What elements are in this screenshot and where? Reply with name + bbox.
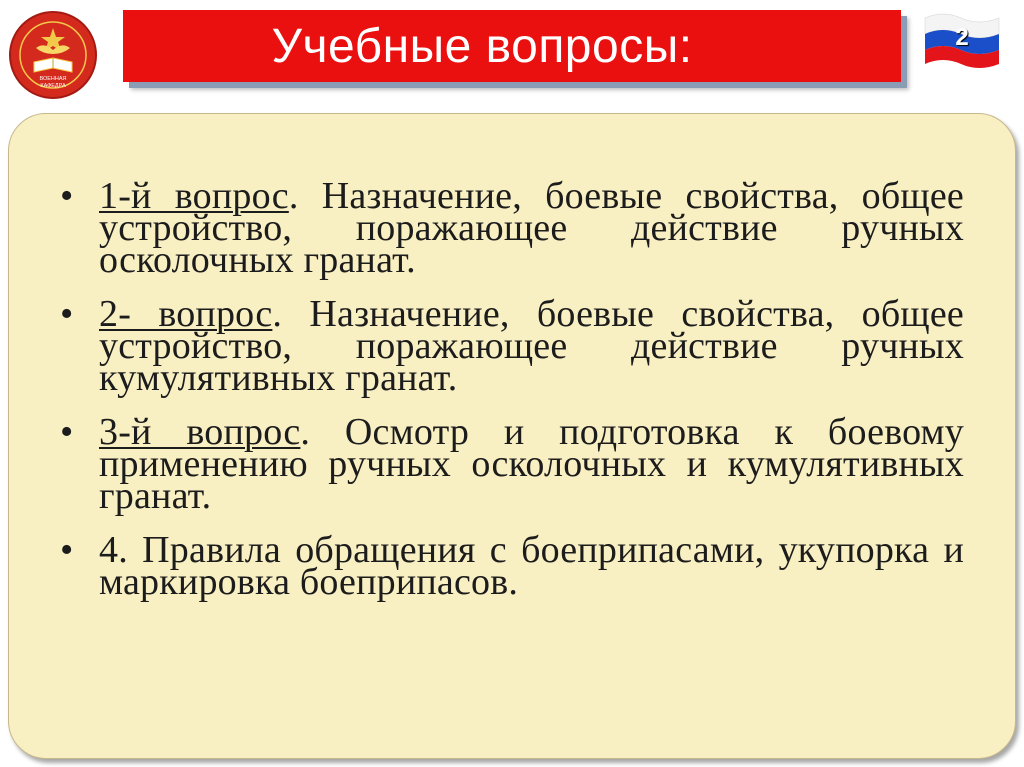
questions-list xyxy=(60,175,964,620)
bullet-icon: • xyxy=(60,411,74,453)
page-number: 2 xyxy=(955,24,969,51)
question-label: 3-й вопрос xyxy=(99,411,301,453)
list-item xyxy=(60,529,964,603)
military-department-emblem-icon xyxy=(8,10,98,100)
question-label: 1-й вопрос xyxy=(99,175,289,217)
question-text: 4. Правила обращения с боеприпасами, укупорка и маркировка боеприпасов. xyxy=(99,529,964,603)
emblem-caption-1: ВОЕННАЯ xyxy=(39,76,67,82)
bullet-icon: • xyxy=(60,293,74,335)
list-item xyxy=(60,293,964,399)
question-text: . Назначение, боевые свойства, общее устройство, поражающее действие ручных кумулятивных гранат. xyxy=(99,293,964,399)
list-item xyxy=(60,175,964,281)
bullet-icon: • xyxy=(60,529,74,571)
question-text: . Назначение, боевые свойства, общее устройство, поражающее действие ручных осколочных гранат. xyxy=(99,175,964,281)
title-bar xyxy=(123,10,901,82)
page-title: Учебные вопросы: xyxy=(271,19,693,73)
emblem-caption-2: КАФЕДРА xyxy=(40,83,66,89)
question-label: 2- вопрос xyxy=(99,293,273,335)
bullet-icon: • xyxy=(60,175,74,217)
list-item xyxy=(60,411,964,517)
question-text: . Осмотр и подготовка к боевому применению ручных осколочных и кумулятивных гранат. xyxy=(99,411,964,517)
